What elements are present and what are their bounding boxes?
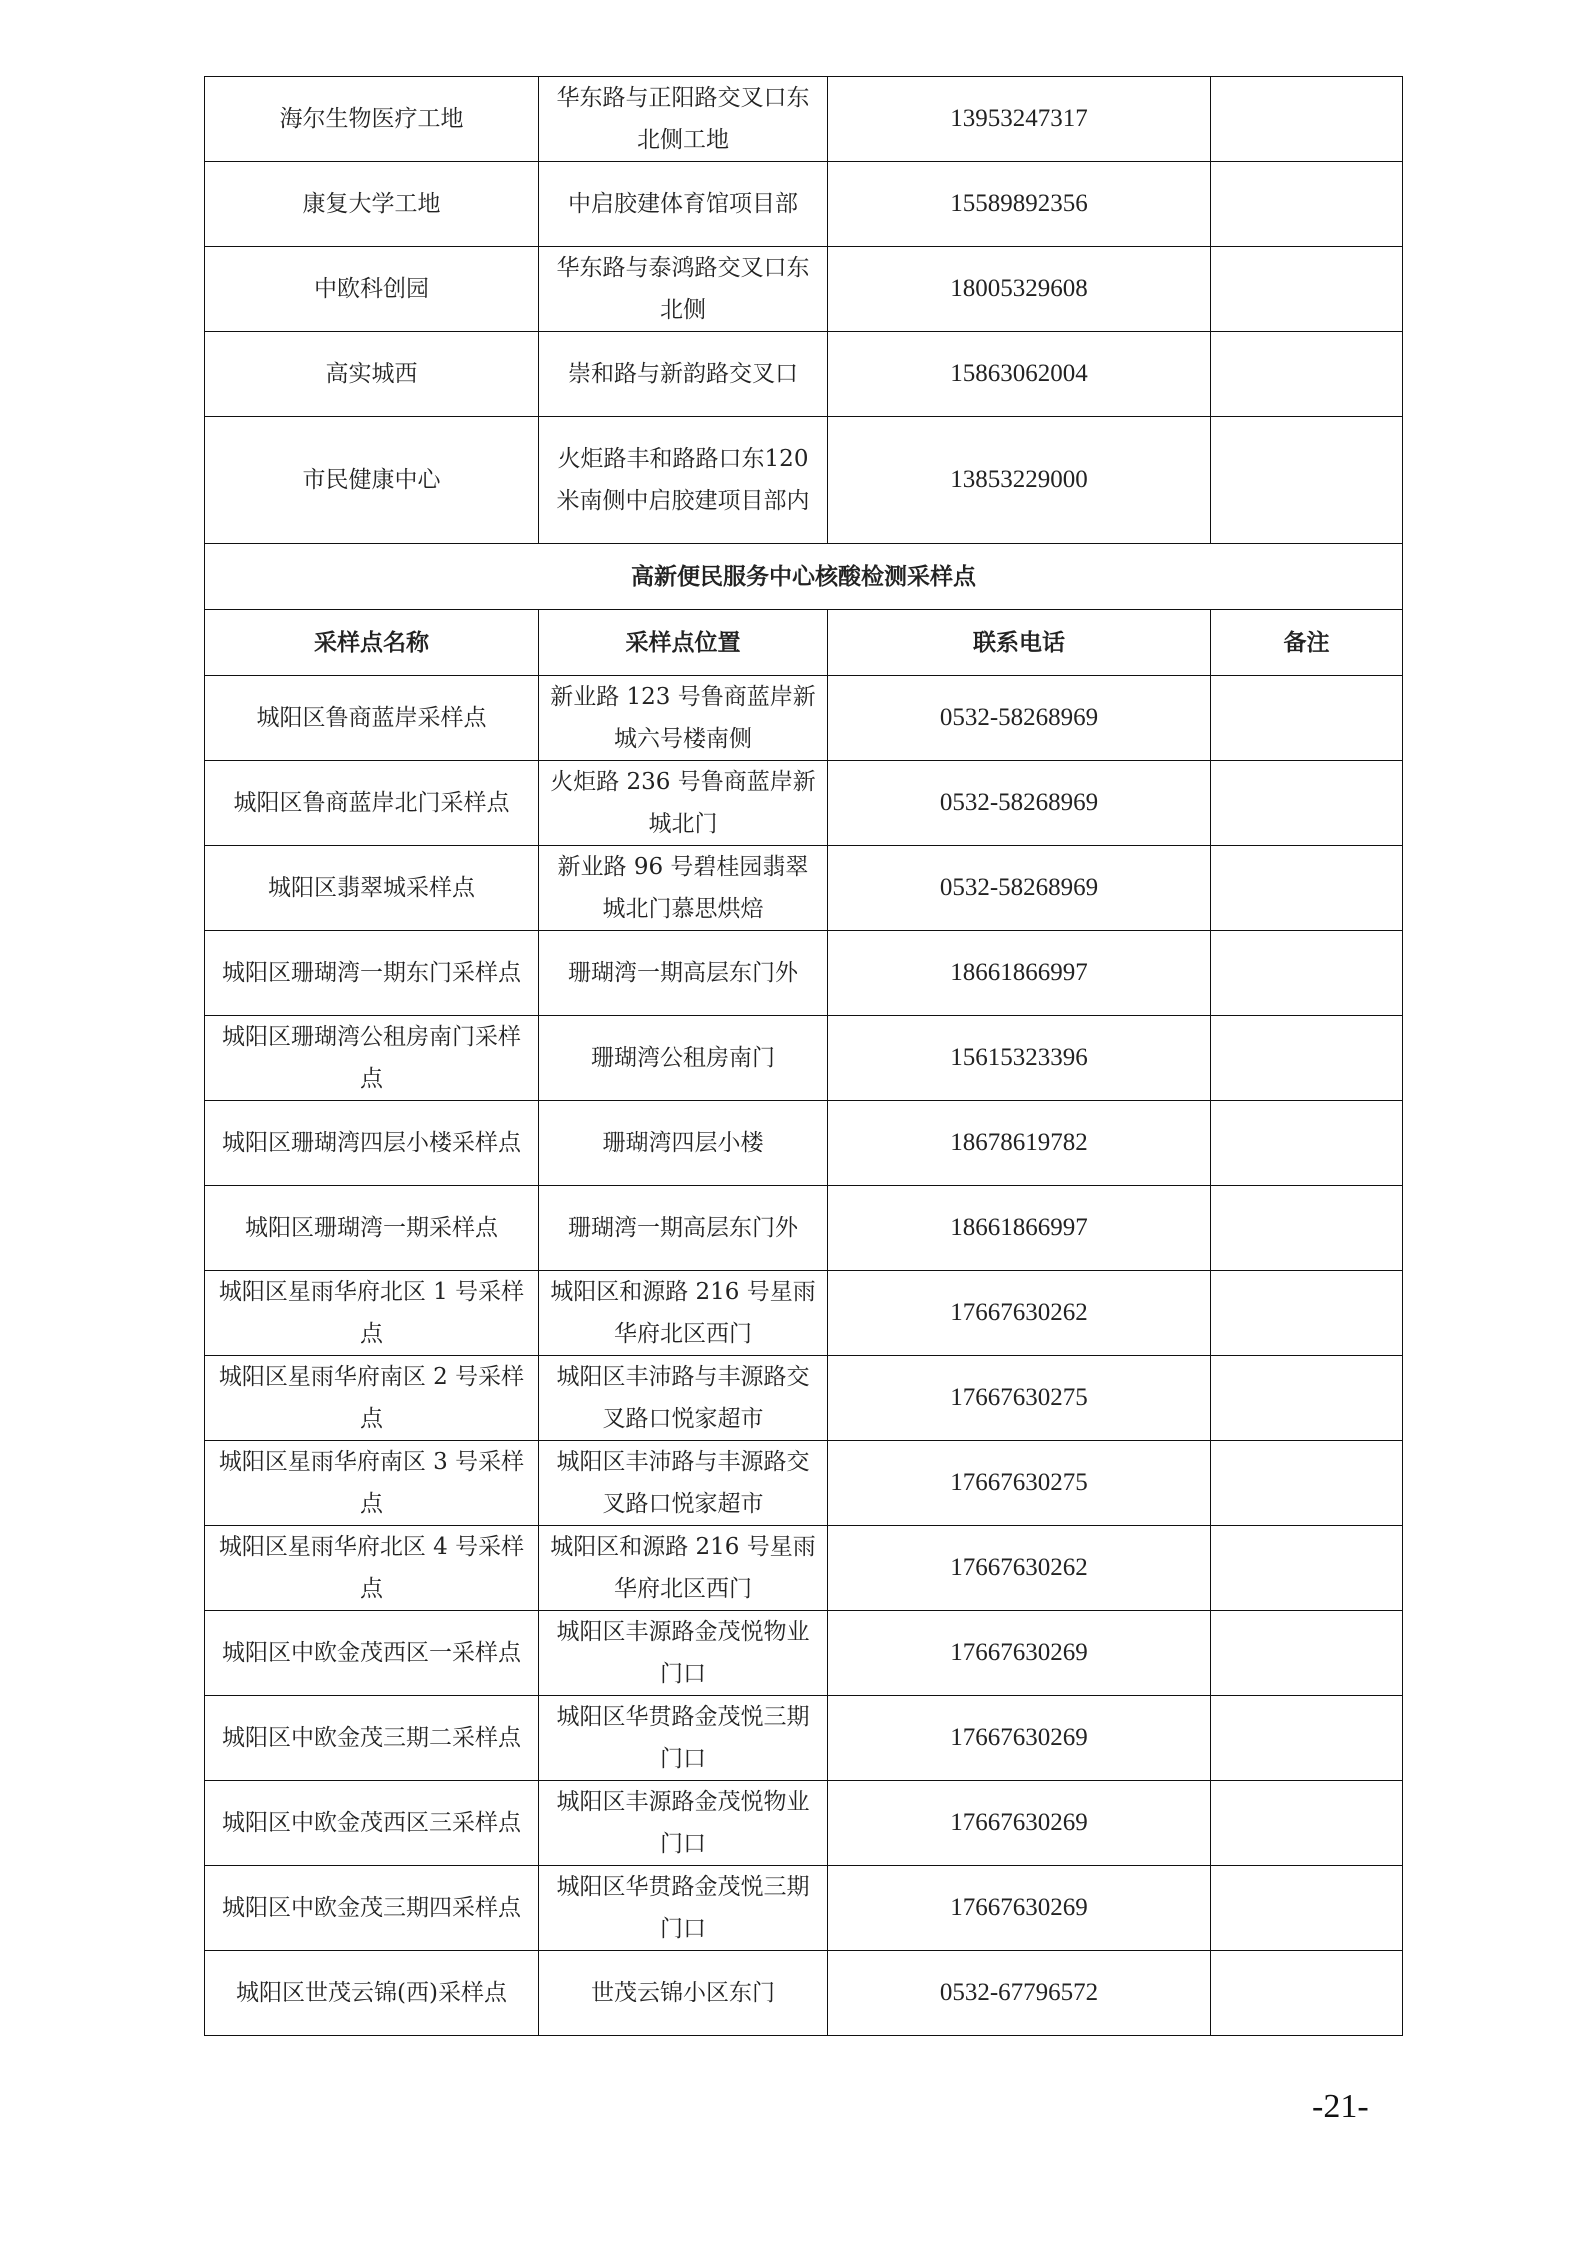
cell-phone: 18678619782: [828, 1101, 1211, 1186]
cell-note: [1211, 1611, 1403, 1696]
cell-location: 华东路与泰鸿路交叉口东北侧: [539, 247, 828, 332]
cell-note: [1211, 1186, 1403, 1271]
cell-name: 城阳区珊瑚湾一期东门采样点: [205, 931, 539, 1016]
cell-location: 珊瑚湾四层小楼: [539, 1101, 828, 1186]
cell-name: 城阳区珊瑚湾四层小楼采样点: [205, 1101, 539, 1186]
table-row: [205, 1101, 1403, 1186]
cell-name: 城阳区中欧金茂三期二采样点: [205, 1696, 539, 1781]
cell-note: [1211, 77, 1403, 162]
cell-note: [1211, 1271, 1403, 1356]
cell-phone: 17667630269: [828, 1611, 1211, 1696]
cell-note: [1211, 1781, 1403, 1866]
cell-phone: 18005329608: [828, 247, 1211, 332]
cell-phone: 13853229000: [828, 417, 1211, 544]
cell-phone: 18661866997: [828, 1186, 1211, 1271]
table-row: [205, 1696, 1403, 1781]
table-row: [205, 1186, 1403, 1271]
page-number: -21-: [1312, 2088, 1369, 2125]
cell-note: [1211, 676, 1403, 761]
cell-phone: 17667630275: [828, 1356, 1211, 1441]
cell-note: [1211, 1526, 1403, 1611]
table-row: [205, 761, 1403, 846]
cell-location: 城阳区丰沛路与丰源路交叉路口悦家超市: [539, 1441, 828, 1526]
cell-location: 城阳区华贯路金茂悦三期门口: [539, 1866, 828, 1951]
header-location: 采样点位置: [539, 610, 828, 676]
cell-name: 康复大学工地: [205, 162, 539, 247]
cell-location: 城阳区丰源路金茂悦物业门口: [539, 1781, 828, 1866]
table-row: [205, 846, 1403, 931]
table-row: [205, 247, 1403, 332]
cell-location: 城阳区华贯路金茂悦三期门口: [539, 1696, 828, 1781]
cell-location: 新业路 96 号碧桂园翡翠城北门慕思烘焙: [539, 846, 828, 931]
table-row: [205, 931, 1403, 1016]
table-row: [205, 1271, 1403, 1356]
cell-name: 中欧科创园: [205, 247, 539, 332]
cell-name: 城阳区星雨华府北区 1 号采样点: [205, 1271, 539, 1356]
cell-location: 珊瑚湾一期高层东门外: [539, 931, 828, 1016]
header-row: [205, 610, 1403, 676]
cell-name: 城阳区鲁商蓝岸北门采样点: [205, 761, 539, 846]
cell-note: [1211, 162, 1403, 247]
cell-note: [1211, 761, 1403, 846]
table-row: [205, 1866, 1403, 1951]
cell-note: [1211, 1101, 1403, 1186]
cell-name: 城阳区星雨华府北区 4 号采样点: [205, 1526, 539, 1611]
cell-name: 高实城西: [205, 332, 539, 417]
cell-phone: 17667630262: [828, 1271, 1211, 1356]
cell-note: [1211, 332, 1403, 417]
cell-name: 城阳区世茂云锦(西)采样点: [205, 1951, 539, 2036]
cell-name: 海尔生物医疗工地: [205, 77, 539, 162]
sampling-points-table: [204, 76, 1403, 2036]
table-row: [205, 1611, 1403, 1696]
table-row: [205, 1356, 1403, 1441]
header-phone: 联系电话: [828, 610, 1211, 676]
section-title-row: [205, 544, 1403, 610]
cell-name: 城阳区珊瑚湾公租房南门采样点: [205, 1016, 539, 1101]
cell-note: [1211, 1866, 1403, 1951]
cell-location: 珊瑚湾一期高层东门外: [539, 1186, 828, 1271]
cell-location: 崇和路与新韵路交叉口: [539, 332, 828, 417]
cell-name: 城阳区星雨华府南区 3 号采样点: [205, 1441, 539, 1526]
header-name: 采样点名称: [205, 610, 539, 676]
cell-name: 城阳区中欧金茂三期四采样点: [205, 1866, 539, 1951]
table-row: [205, 162, 1403, 247]
table-row: [205, 332, 1403, 417]
table-row: [205, 417, 1403, 544]
cell-phone: 0532-58268969: [828, 761, 1211, 846]
cell-name: 城阳区鲁商蓝岸采样点: [205, 676, 539, 761]
cell-location: 珊瑚湾公租房南门: [539, 1016, 828, 1101]
cell-note: [1211, 1356, 1403, 1441]
cell-location: 新业路 123 号鲁商蓝岸新城六号楼南侧: [539, 676, 828, 761]
cell-location: 城阳区丰沛路与丰源路交叉路口悦家超市: [539, 1356, 828, 1441]
cell-location: 华东路与正阳路交叉口东北侧工地: [539, 77, 828, 162]
section-title: 高新便民服务中心核酸检测采样点: [205, 544, 1403, 610]
cell-phone: 17667630275: [828, 1441, 1211, 1526]
cell-name: 城阳区珊瑚湾一期采样点: [205, 1186, 539, 1271]
main-rows: [205, 676, 1403, 2036]
cell-note: [1211, 1696, 1403, 1781]
cell-name: 城阳区星雨华府南区 2 号采样点: [205, 1356, 539, 1441]
header-note: 备注: [1211, 610, 1403, 676]
cell-note: [1211, 1951, 1403, 2036]
cell-phone: 13953247317: [828, 77, 1211, 162]
cell-location: 世茂云锦小区东门: [539, 1951, 828, 2036]
table-row: [205, 1951, 1403, 2036]
cell-phone: 0532-58268969: [828, 846, 1211, 931]
cell-note: [1211, 846, 1403, 931]
table-row: [205, 676, 1403, 761]
cell-phone: 17667630269: [828, 1781, 1211, 1866]
cell-location: 火炬路丰和路路口东120米南侧中启胶建项目部内: [539, 417, 828, 544]
table-row: [205, 1526, 1403, 1611]
cell-phone: 0532-67796572: [828, 1951, 1211, 2036]
cell-phone: 15863062004: [828, 332, 1211, 417]
cell-note: [1211, 1441, 1403, 1526]
cell-phone: 15589892356: [828, 162, 1211, 247]
cell-location: 城阳区丰源路金茂悦物业门口: [539, 1611, 828, 1696]
cell-location: 城阳区和源路 216 号星雨华府北区西门: [539, 1271, 828, 1356]
cell-name: 城阳区中欧金茂西区三采样点: [205, 1781, 539, 1866]
cell-note: [1211, 931, 1403, 1016]
cell-phone: 15615323396: [828, 1016, 1211, 1101]
cell-name: 城阳区中欧金茂西区一采样点: [205, 1611, 539, 1696]
cell-note: [1211, 417, 1403, 544]
cell-phone: 17667630269: [828, 1866, 1211, 1951]
cell-phone: 17667630262: [828, 1526, 1211, 1611]
cell-name: 城阳区翡翠城采样点: [205, 846, 539, 931]
cell-phone: 0532-58268969: [828, 676, 1211, 761]
table-row: [205, 77, 1403, 162]
table-row: [205, 1441, 1403, 1526]
cell-note: [1211, 1016, 1403, 1101]
cell-note: [1211, 247, 1403, 332]
cell-phone: 18661866997: [828, 931, 1211, 1016]
cell-location: 城阳区和源路 216 号星雨华府北区西门: [539, 1526, 828, 1611]
cell-name: 市民健康中心: [205, 417, 539, 544]
table-row: [205, 1016, 1403, 1101]
table-row: [205, 1781, 1403, 1866]
cell-location: 火炬路 236 号鲁商蓝岸新城北门: [539, 761, 828, 846]
top-rows: [205, 77, 1403, 544]
cell-location: 中启胶建体育馆项目部: [539, 162, 828, 247]
cell-phone: 17667630269: [828, 1696, 1211, 1781]
